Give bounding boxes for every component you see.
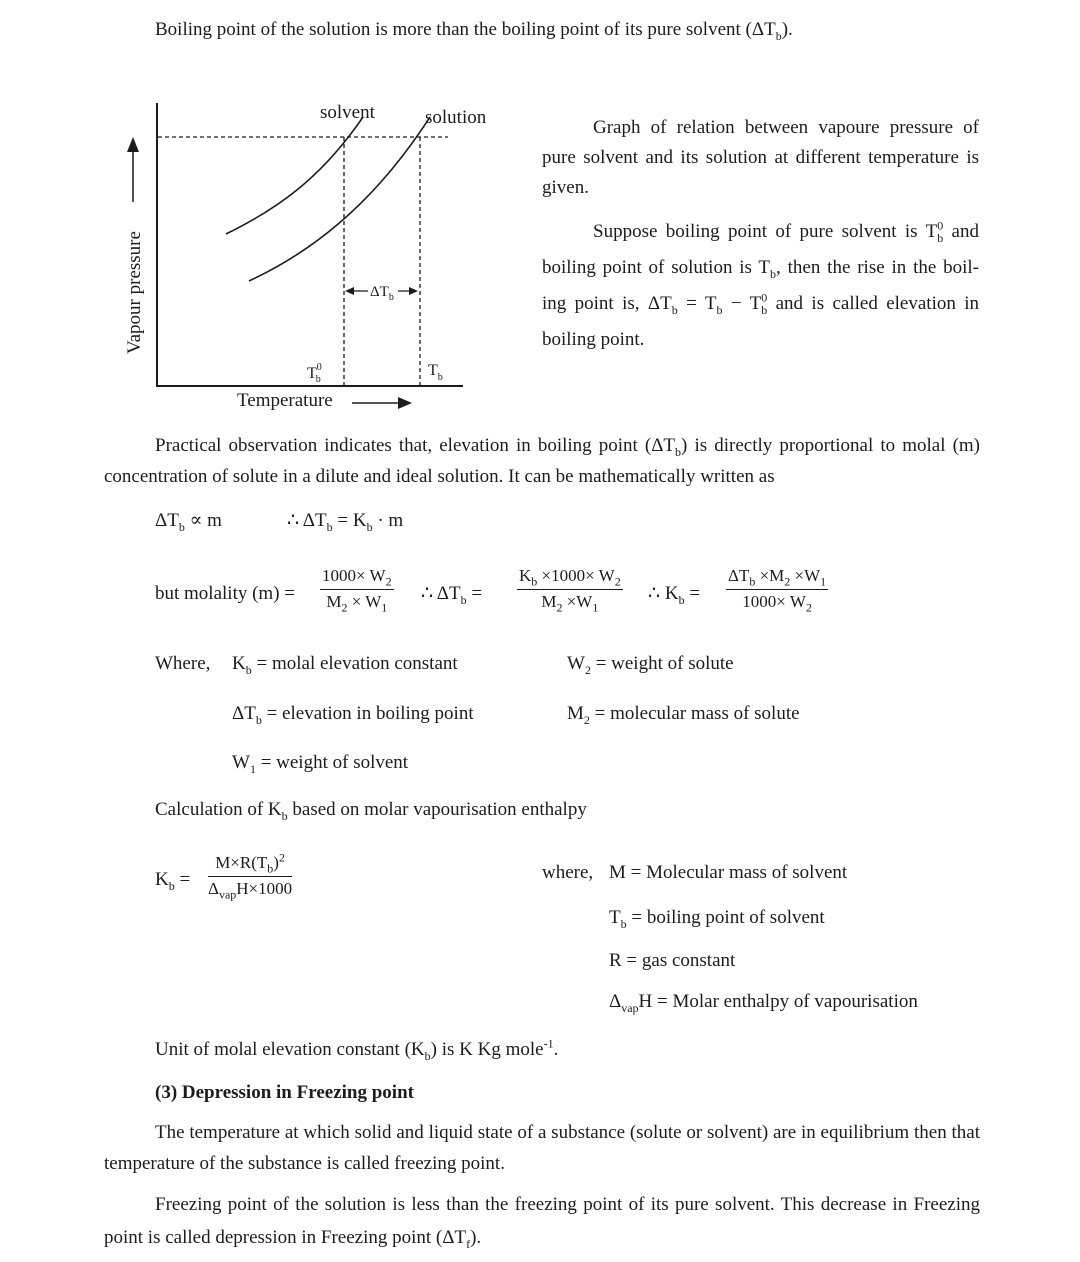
- calc-def-h: $\Delta_{vap}H$ = Molar enthalpy of vapourisation: [609, 991, 918, 1015]
- calc-def-tb: $T_b$ = boiling point of solvent: [609, 907, 825, 931]
- vapour-pressure-graph: [0, 95, 540, 415]
- def-w1: $W_1$ = weight of solvent: [232, 752, 409, 776]
- section3-heading: (3) Depression in Freezing point: [155, 1082, 414, 1103]
- calc-kb-fraction: $M\times R(T_b)^2$ $\Delta_{vap}H\times 1000$: [208, 850, 293, 902]
- graph-description: Graph of relation between vapoure pressure of pure solvent and its solution at different temperature is given.: [542, 117, 979, 198]
- arrow-left-icon: [345, 287, 354, 295]
- proportional-equation: $\Delta T_b \propto m$: [155, 510, 222, 534]
- def-m2: $M_2$ = molecular mass of solute: [567, 703, 800, 727]
- delta-tb-eq-lead: ∴ $\Delta T_b$ =: [421, 583, 483, 607]
- kb-equation: ∴ $\Delta T_b = K_b \cdot m$: [287, 510, 404, 534]
- kb-eq-lead: ∴ $K_b$ =: [648, 583, 701, 607]
- calc-kb-lhs: $K_b$ =: [155, 869, 191, 893]
- solution-label: solution: [425, 107, 487, 128]
- y-axis-label: Vapour pressure: [124, 231, 145, 354]
- def-kb: $K_b$ = molal elevation constant: [232, 653, 458, 677]
- arrow-right-icon: [409, 287, 418, 295]
- def-dtb: $\Delta T_b$ = elevation in boiling point: [232, 703, 474, 727]
- unit-line: Unit of molal elevation constant $(K_b)$ is K Kg mole$^{-1}$.: [155, 1036, 559, 1063]
- section3-paragraph1: The temperature at which solid and liquid state of a substance (solute or solvent) are in equilibrium then that temperature of the substance is called freezing point.: [104, 1122, 980, 1174]
- t0-label: $T^0$ b: [307, 362, 322, 385]
- boiling-point-definition: Suppose boiling point of pure solvent is $T^0_b$ and boiling point of solution is $T_b$, then the rise in the boil-ing point is, $\Delta T_b = T_b - T^0_b$ and is called elevation in boiling point.: [542, 218, 980, 350]
- observation-paragraph: Practical observation indicates that, elevation in boiling point $(\Delta T_b)$ is directly proportional to molal (m) concentration of solute in a dilute and ideal solution. It can be mathematically written as: [104, 435, 981, 487]
- solvent-label: solvent: [320, 102, 375, 123]
- solvent-curve: [226, 117, 363, 234]
- calc-heading: Calculation of $K_b$ based on molar vapourisation enthalpy: [155, 799, 587, 823]
- y-arrow-icon: [127, 137, 139, 152]
- where-lead: Where,: [155, 653, 211, 674]
- calc-def-r: R = gas constant: [609, 950, 736, 971]
- molality-fraction: $\frac{1000\times W_2}{M_2 \times W_1}$: [322, 566, 392, 615]
- molality-lead: but molality (m) =: [155, 583, 296, 604]
- delta-tb-label: $\Delta T_b$: [370, 284, 394, 303]
- section3-paragraph2: Freezing point of the solution is less than the freezing point of its pure solvent. This decrease in Freezing point is called depression in Freezing point $(\Delta T_f)$.: [104, 1194, 980, 1251]
- intro-line: Boiling point of the solution is more than the boiling point of its pure solvent $(\Delta T_b)$.: [155, 19, 793, 43]
- kb-fraction: $\Delta T_b \times M_2 \times W_1$ $1000\times W_2$: [728, 566, 827, 615]
- calc-def-m: M = Molecular mass of solvent: [609, 862, 848, 883]
- solution-curve: [249, 117, 430, 281]
- x-axis-label: Temperature: [237, 390, 333, 411]
- calc-where-lead: where,: [542, 862, 594, 883]
- def-w2: $W_2$ = weight of solute: [567, 653, 734, 677]
- tb-label: $T_b$: [428, 362, 443, 383]
- delta-tb-fraction: $\frac{K_b \times 1000\times W_2}{M_2 \times W_1}$: [519, 566, 621, 615]
- x-arrow-icon: [398, 397, 412, 409]
